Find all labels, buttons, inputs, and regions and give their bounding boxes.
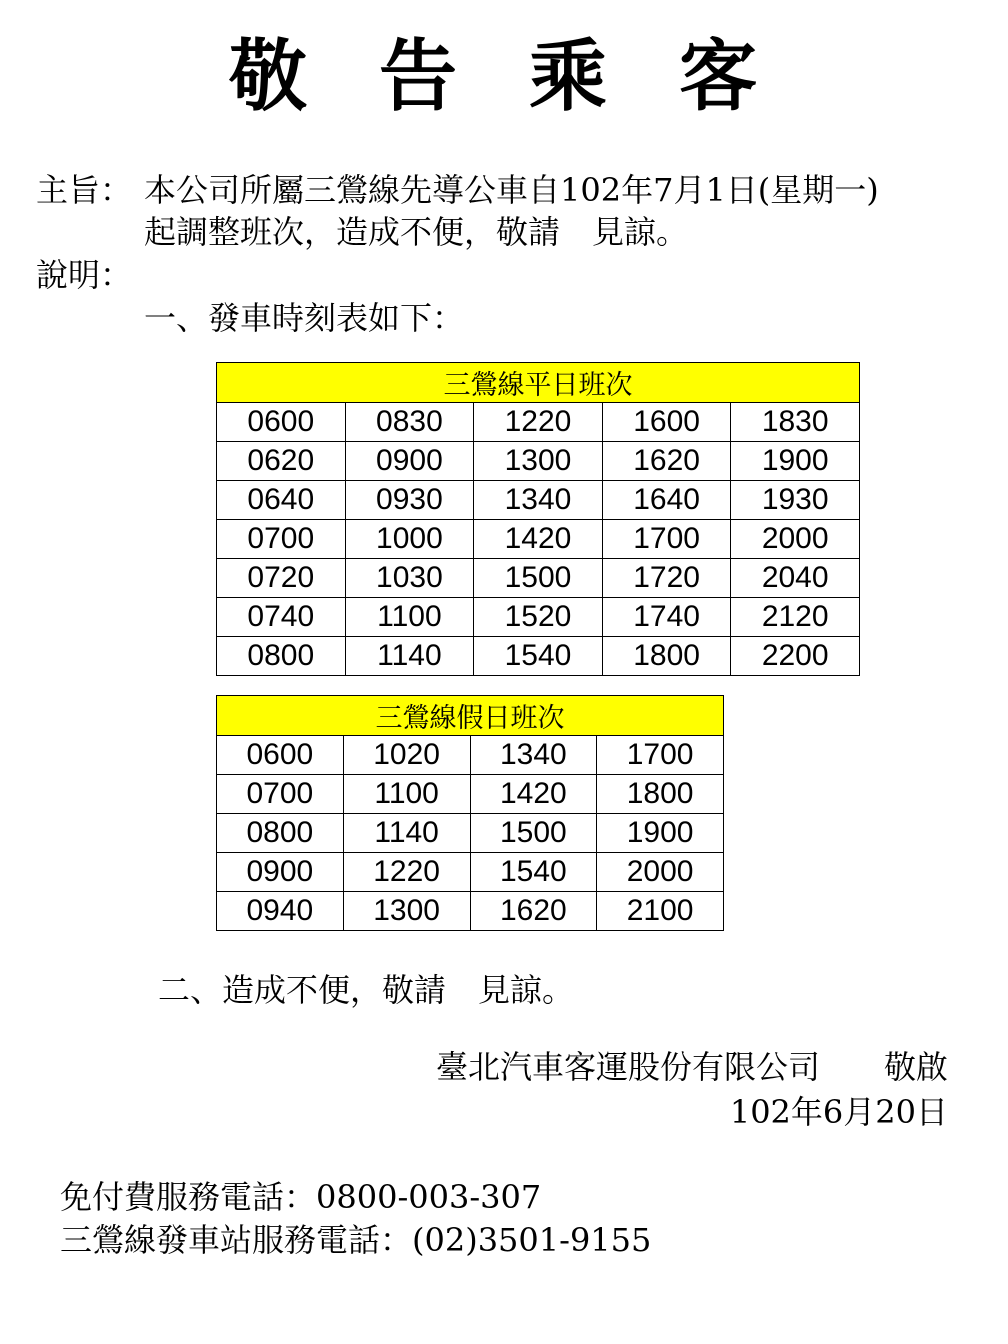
subject-label: 主旨： — [36, 171, 133, 209]
table-row — [217, 481, 860, 520]
departure-time-cell: 1340 — [474, 481, 603, 520]
table-row — [217, 598, 860, 637]
departure-time-cell: 1600 — [602, 403, 731, 442]
departure-time-cell: 1830 — [731, 403, 860, 442]
departure-time-cell: 0700 — [217, 520, 346, 559]
departure-time-cell: 1020 — [343, 736, 470, 775]
station-phone: 三鶯線發車站服務電話：(02)3501-9155 — [60, 1221, 652, 1259]
departure-time-cell: 1220 — [474, 403, 603, 442]
departure-time-cell: 2040 — [731, 559, 860, 598]
weekday-schedule-header: 三鶯線平日班次 — [217, 363, 860, 403]
departure-time-cell: 2000 — [731, 520, 860, 559]
departure-time-cell: 0800 — [217, 637, 346, 676]
departure-time-cell: 1720 — [602, 559, 731, 598]
departure-time-cell: 0740 — [217, 598, 346, 637]
table-row — [217, 442, 860, 481]
weekday-schedule-body — [217, 403, 860, 676]
departure-time-cell: 1030 — [345, 559, 474, 598]
table-row — [217, 853, 724, 892]
departure-time-cell: 1500 — [470, 814, 597, 853]
subject-text-line-1: 本公司所屬三鶯線先導公車自102年7月1日(星期一) — [144, 171, 879, 209]
departure-time-cell: 0800 — [217, 814, 344, 853]
departure-time-cell: 2120 — [731, 598, 860, 637]
departure-time-cell: 1340 — [470, 736, 597, 775]
departure-time-cell: 1500 — [474, 559, 603, 598]
departure-time-cell: 1140 — [345, 637, 474, 676]
departure-time-cell: 1100 — [345, 598, 474, 637]
departure-time-cell: 1520 — [474, 598, 603, 637]
departure-time-cell: 1640 — [602, 481, 731, 520]
toll-free-phone: 免付費服務電話：0800-003-307 — [60, 1178, 542, 1216]
table-row — [217, 637, 860, 676]
holiday-schedule-table — [216, 695, 724, 931]
holiday-schedule-header: 三鶯線假日班次 — [217, 696, 724, 736]
departure-time-cell: 0900 — [345, 442, 474, 481]
departure-time-cell: 1300 — [474, 442, 603, 481]
departure-time-cell: 0830 — [345, 403, 474, 442]
departure-time-cell: 1740 — [602, 598, 731, 637]
explanation-item-2: 二、造成不便，敬請 見諒。 — [158, 971, 575, 1009]
departure-time-cell: 0900 — [217, 853, 344, 892]
table-row — [217, 403, 860, 442]
departure-time-cell: 1620 — [470, 892, 597, 931]
departure-time-cell: 1620 — [602, 442, 731, 481]
departure-time-cell: 1930 — [731, 481, 860, 520]
notice-title: 敬告乘客 — [228, 31, 829, 122]
departure-time-cell: 1900 — [731, 442, 860, 481]
departure-time-cell: 2100 — [597, 892, 724, 931]
table-row — [217, 775, 724, 814]
weekday-schedule-table — [216, 362, 860, 676]
departure-time-cell: 1420 — [470, 775, 597, 814]
departure-time-cell: 0940 — [217, 892, 344, 931]
departure-time-cell: 0930 — [345, 481, 474, 520]
departure-time-cell: 1540 — [474, 637, 603, 676]
departure-time-cell: 0640 — [217, 481, 346, 520]
departure-time-cell: 0600 — [217, 403, 346, 442]
table-row — [217, 814, 724, 853]
table-row — [217, 559, 860, 598]
departure-time-cell: 1220 — [343, 853, 470, 892]
holiday-schedule-body — [217, 736, 724, 931]
departure-time-cell: 1300 — [343, 892, 470, 931]
explanation-label: 說明： — [36, 256, 133, 294]
departure-time-cell: 2000 — [597, 853, 724, 892]
departure-time-cell: 1700 — [597, 736, 724, 775]
explanation-item-1: 一、發車時刻表如下： — [144, 299, 465, 337]
departure-time-cell: 0600 — [217, 736, 344, 775]
departure-time-cell: 1540 — [470, 853, 597, 892]
table-row — [217, 892, 724, 931]
departure-time-cell: 1900 — [597, 814, 724, 853]
departure-time-cell: 1100 — [343, 775, 470, 814]
departure-time-cell: 0720 — [217, 559, 346, 598]
departure-time-cell: 0700 — [217, 775, 344, 814]
departure-time-cell: 1700 — [602, 520, 731, 559]
departure-time-cell: 1800 — [597, 775, 724, 814]
subject-text-line-2: 起調整班次，造成不便，敬請 見諒。 — [144, 213, 689, 251]
departure-time-cell: 2200 — [731, 637, 860, 676]
notice-date: 102年6月20日 — [729, 1093, 948, 1131]
departure-time-cell: 0620 — [217, 442, 346, 481]
company-signature: 臺北汽車客運股份有限公司 敬啟 — [435, 1048, 948, 1086]
departure-time-cell: 1800 — [602, 637, 731, 676]
departure-time-cell: 1420 — [474, 520, 603, 559]
departure-time-cell: 1140 — [343, 814, 470, 853]
table-row — [217, 520, 860, 559]
table-row — [217, 736, 724, 775]
departure-time-cell: 1000 — [345, 520, 474, 559]
